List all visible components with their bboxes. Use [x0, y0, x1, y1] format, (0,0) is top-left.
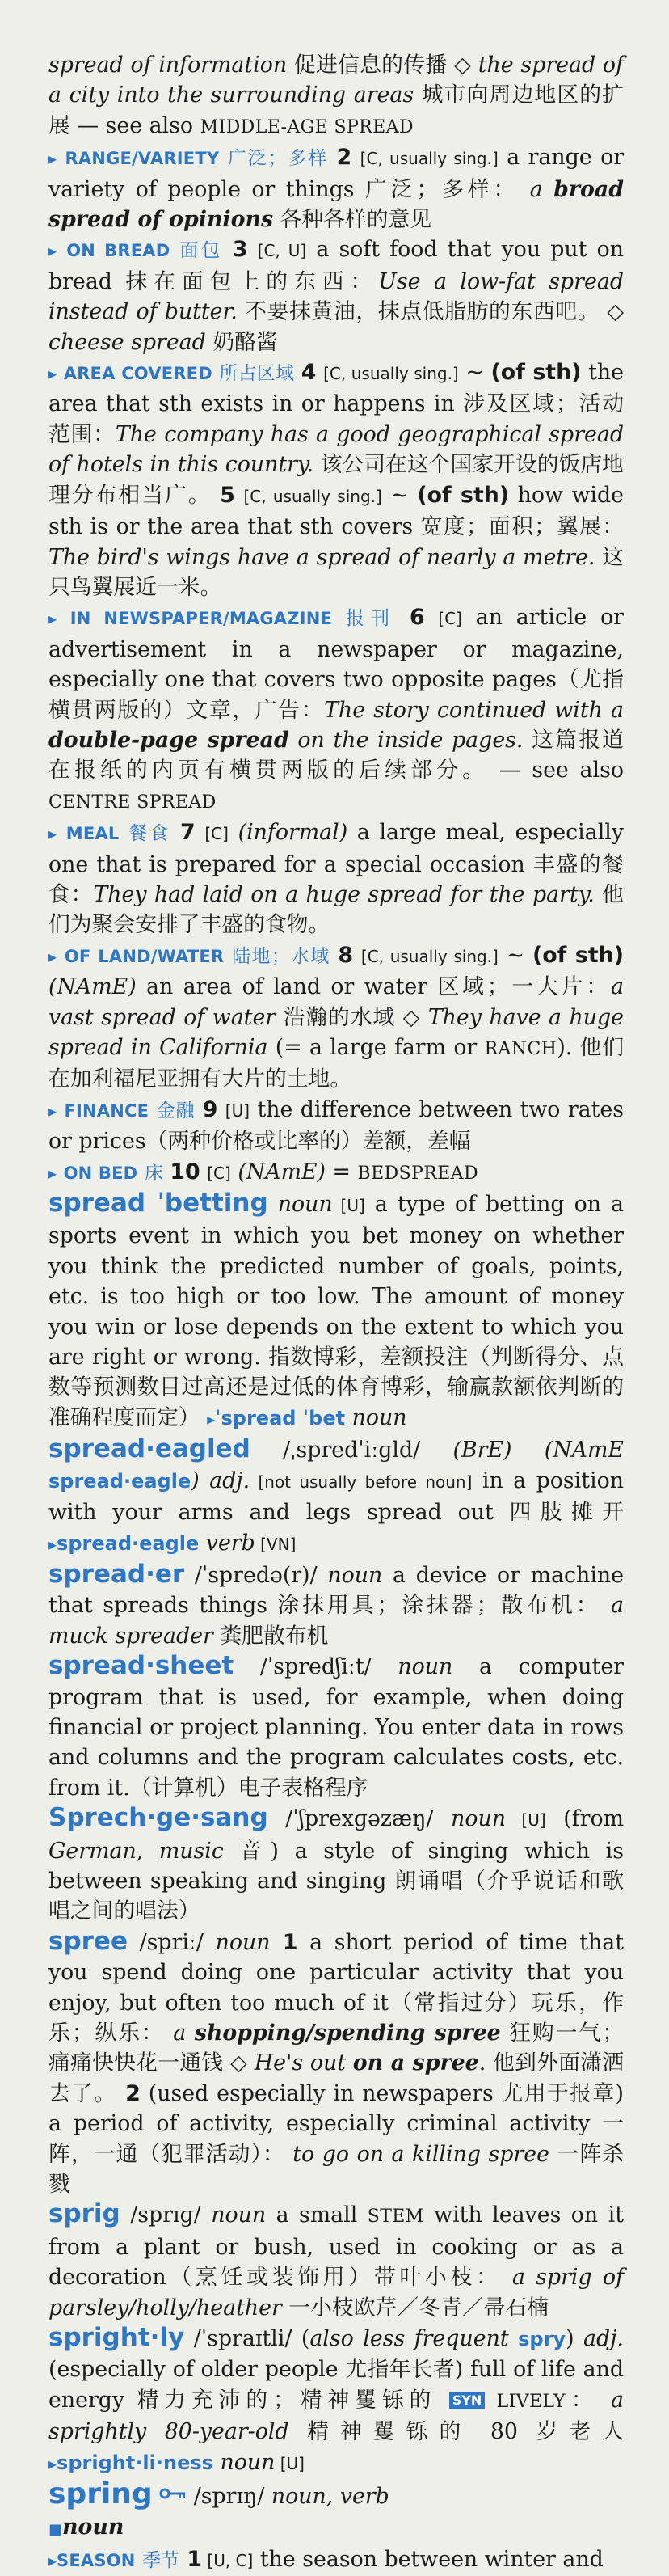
definition: (used especially in newspapers 尤用于报章) a period of activity, especially criminal activity 一阵，一通（犯罪活动）： [48, 2080, 624, 2167]
sense-arrow-icon: ▸ [48, 1100, 57, 1121]
see-also-label: — see also [77, 112, 200, 138]
part-of-speech: noun [451, 1806, 506, 1832]
part-of-speech: noun [398, 1654, 453, 1680]
entry-spread-betting [48, 1189, 624, 1434]
headword: spright·ly [48, 2323, 185, 2353]
origin: (from [545, 1806, 624, 1832]
headword: sprig [48, 2199, 120, 2229]
sense-tag: MEAL [65, 824, 120, 844]
entry-spree [48, 1927, 624, 2200]
definition: a computer program that is used, for example, when doing financial or project planning. You enter data in rows and columns and the program calculates costs, etc. from it.（计算机）电子表格程序 [48, 1654, 624, 1801]
definition: (especially of older people 尤指年长者) full of life and energy 精力充沛的；精神矍铄的 [48, 2357, 624, 2413]
collocation: shopping/spending spree [194, 2021, 501, 2046]
example-text: a sprightly 80-year-old [48, 2387, 624, 2445]
origin: 音) [223, 1838, 279, 1864]
sense-season [48, 2544, 624, 2576]
example-text: cheese spread [48, 329, 206, 355]
cross-reference-link[interactable]: BEDSPREAD [357, 1163, 478, 1184]
grammar-label: [C] [207, 1163, 231, 1183]
pattern: ~ [498, 942, 532, 968]
example-text: on the inside pages. [288, 727, 524, 753]
collocation: double-page spread [48, 727, 289, 753]
gloss: (= a large farm or [267, 1035, 485, 1060]
sense-tag-zh: 报刊 [345, 608, 397, 630]
sense-tag-zh: 餐食 [128, 823, 171, 845]
sense-tag-zh: 陆地；水域 [232, 945, 330, 967]
grammar-label: [U] [225, 1100, 250, 1121]
definition: a type of betting on a sports event in which you bet money on whether you think the predicted number of goals, points, etc. is too high or too low. The amount of money you win or lose depends on the extent to which you are right or wrong. 指数博彩，差额投注（判断得分、点数等预测数目过高还是过低的体育博彩，输赢款额依判断的准确程度而定） [48, 1192, 624, 1430]
example-translation: . 他到外面潇洒去了。 [48, 2050, 624, 2106]
variant-note: ( [301, 2326, 310, 2352]
example-text: He's out [254, 2050, 353, 2076]
example-text: a [164, 2021, 195, 2046]
headword: spree [48, 1926, 128, 1956]
part-of-speech: noun, verb [271, 2484, 389, 2510]
example-translation: 一小枝欧芹／冬青／帚石楠 [281, 2295, 549, 2321]
sense-arrow-icon: ▸ [48, 149, 57, 169]
sense-tag-zh: 金融 [156, 1100, 196, 1121]
example-translation: 浩瀚的水域 ◇ [276, 1004, 428, 1030]
part-of-speech: noun [215, 1929, 271, 1955]
sense-number: 5 [220, 482, 235, 508]
cross-reference-link[interactable]: MIDDLE-AGE SPREAD [200, 116, 414, 137]
definition: the difference between two rates or prices（两种价格或比率的）差额，差幅 [48, 1096, 624, 1155]
example-translation: 不要抹黄油，抹点低脂肪的东西吧。 ◇ [237, 299, 624, 325]
headword: spread·eagled [48, 1434, 250, 1464]
example-text: spread of information [48, 53, 288, 78]
example-translation: 精神矍铄的 80 岁老人 [288, 2419, 624, 2445]
sense-number: 2 [116, 2080, 141, 2106]
definition: an article or advertisement in a newspaper or magazine, especially one that covers two opposite pages（尤指横贯两版的）文章，广告： [48, 605, 624, 723]
grammar-label: [C, usually sing.] [323, 364, 459, 384]
headword: spread·sheet [48, 1651, 234, 1681]
pos-section-label: noun [62, 2514, 124, 2540]
part-of-speech: noun [277, 1192, 333, 1218]
part-of-speech: noun [211, 2202, 267, 2228]
example-text: They have a huge spread in California [48, 1004, 624, 1060]
sense-tag: SEASON [57, 2550, 136, 2570]
definition: a small [266, 2202, 368, 2228]
entry-sprechgesang [48, 1803, 624, 1927]
grammar-label: [U] [506, 1810, 546, 1831]
sense-number: 1 [179, 2546, 203, 2572]
pronunciation: /ˈspraɪtli/ [184, 2326, 301, 2352]
example-translation: 粪肥散布机 [212, 1623, 329, 1649]
example-text: The bird's wings have a spread of nearly a metre. [48, 544, 595, 570]
definition: ： [565, 2387, 599, 2413]
part-of-speech: noun [345, 1404, 407, 1430]
sense-number: 7 [180, 820, 196, 846]
pronunciation: /ˈʃprexɡəzæŋ/ [267, 1806, 452, 1832]
example-translation: 他们为聚会安排了丰盛的食物。 [48, 881, 624, 938]
sense-arrow-icon: ▸ [48, 241, 57, 261]
derivative-arrow-icon: ▸ [48, 2453, 57, 2473]
example-text: a muck spreader [48, 1593, 625, 1649]
sense-number: 8 [338, 942, 354, 968]
sense-tag-zh: 面包 [179, 240, 223, 262]
sense-finance [48, 1095, 624, 1157]
collocation: broad spread of opinions [48, 176, 624, 233]
definition: a style of singing which is between speaking and singing 朗诵唱（介乎说话和歌唱之间的唱法） [48, 1838, 624, 1924]
register-label: ) [191, 1467, 210, 1493]
example-text: a vast spread of water [48, 974, 624, 1030]
sense-number: 2 [336, 145, 352, 171]
derivative-arrow-icon: ▸ [48, 1534, 57, 1554]
cross-reference-link[interactable]: RANCH [484, 1039, 558, 1059]
sense-arrow-icon: ▸ [48, 1163, 57, 1183]
grammar-label: [C, usually sing.] [243, 486, 382, 506]
example-text: to go on a killing spree [284, 2141, 549, 2167]
definition: an area of land or water 区域；一大片： [136, 974, 612, 1000]
register-label: (BrE) [452, 1438, 512, 1463]
part-of-speech: adj. [583, 2326, 624, 2352]
sense-tag: FINANCE [64, 1100, 149, 1121]
pattern-bold: (of sth) [417, 482, 510, 508]
sense-number: 4 [301, 360, 317, 386]
example-translation: 奶酪酱 [205, 329, 278, 355]
example-translation: 促进信息的传播 ◇ [287, 53, 478, 78]
see-also-label: — see also [488, 758, 624, 783]
example-text: The story continued with a [324, 697, 624, 723]
cross-reference-link[interactable]: STEM [367, 2206, 424, 2228]
entry-sprightly [48, 2323, 624, 2479]
definition: in a position with your arms and legs spread out 四肢摊开 [48, 1467, 624, 1526]
sense-land-water [48, 940, 624, 1095]
sense-tag: ON BREAD [66, 241, 170, 261]
register-label: (informal) [238, 820, 348, 846]
entry-spreadsheet [48, 1651, 624, 1803]
sense-arrow-icon: ▸ [48, 609, 57, 629]
definition: a range or variety of people or things 广泛；多样： [48, 145, 625, 202]
sense-arrow-icon: ▸ [48, 364, 57, 384]
sense-tag: AREA COVERED [63, 364, 212, 384]
origin: , [136, 1838, 159, 1864]
entry-spring [48, 2479, 624, 2576]
example-translation: 一阵杀戮 [48, 2141, 624, 2198]
definition: how wide sth is or the area that sth covers 宽度；面积；翼展： [48, 482, 624, 540]
grammar-label: [C, usually sing.] [360, 149, 499, 169]
sense-number: 6 [410, 605, 425, 631]
headword: spread ˈbetting [48, 1189, 268, 1218]
example-text: a sprig of parsley/holly/heather [48, 2265, 624, 2321]
sense-arrow-icon: ▸ [48, 824, 57, 844]
sense-newspaper [48, 602, 624, 817]
example-translation: 狂购一气；痛痛快快花一通钱 ◇ [48, 2021, 625, 2076]
part-of-speech: noun [212, 2449, 276, 2475]
pattern-bold: (of sth) [532, 942, 624, 968]
grammar-label: [C] [438, 609, 462, 629]
sense-number: 10 [170, 1159, 200, 1185]
variant-note: ) [566, 2326, 584, 2352]
grammar-label: [C] [204, 824, 229, 844]
pronunciation: /sprɪɡ/ [120, 2202, 212, 2228]
collocation: on a spree [352, 2050, 479, 2076]
subject-label: music [158, 1838, 224, 1864]
definition: a short period of time that you spend doing one particular activity that you enjoy, but often too much of it（常指过分）玩乐，作乐；纵乐： [48, 1929, 624, 2046]
derivative: spright·li·ness [57, 2451, 213, 2474]
example-translation: 这只鸟翼展近一米。 [48, 544, 624, 600]
variant-note: less frequent [353, 2326, 519, 2352]
definition: the season between winter and [253, 2546, 604, 2572]
synonym-badge: SYN [449, 2392, 486, 2409]
grammar-label: [C, U] [257, 241, 307, 261]
sense-range-variety [48, 142, 624, 234]
definition: = [326, 1159, 358, 1185]
variant-note: also [309, 2326, 354, 2352]
example-text: the spread of a city into the surrounding areas [48, 53, 624, 108]
entry-spreader [48, 1560, 624, 1651]
definition: the area that sth exists in or happens in 涉及区域；活动范围： [48, 360, 624, 447]
example-text: They had laid on a huge spread for the party. [93, 881, 595, 907]
derivative: ˈspread ˈbet [215, 1406, 346, 1429]
sense-tag: ON BED [63, 1163, 138, 1183]
example-translation: 各种各样的意见 [273, 207, 432, 233]
pattern-bold: (of sth) [490, 360, 582, 386]
sense-tag-zh: 季节 [142, 2549, 180, 2571]
definition: a soft food that you put on bread 抹在面包上的东西： [48, 237, 624, 294]
dictionary-column [48, 50, 624, 2576]
register-label: (NAmE [511, 1438, 624, 1463]
headword: spring [48, 2477, 153, 2511]
sense-on-bread [48, 234, 624, 357]
example-text: The company has a good geographical spread of hotels in this country. [48, 421, 624, 478]
cross-reference-link[interactable]: CENTRE SPREAD [48, 792, 217, 813]
cross-reference-link[interactable]: LIVELY [485, 2391, 566, 2412]
derivative: spread·eagle [57, 1531, 200, 1555]
part-of-speech: adj. [209, 1467, 250, 1493]
grammar-label: [not usually before noun] [250, 1472, 473, 1492]
sense-tag-zh: 床 [144, 1162, 163, 1184]
pos-section [48, 2512, 624, 2544]
sense-tag: OF LAND/WATER [64, 946, 225, 966]
example-translation: ). 他们在加利福尼亚拥有大片的土地。 [48, 1035, 624, 1092]
pattern: ~ [381, 482, 418, 508]
grammar-label: [U] [332, 1196, 365, 1216]
sense-number: 9 [202, 1096, 218, 1122]
sense-meal [48, 817, 624, 940]
derivative-arrow-icon: ▸ [207, 1408, 216, 1429]
pronunciation: /sprɪŋ/ [187, 2484, 271, 2510]
definition: a device or machine that spreads things 涂抹用具；涂抹器；散布机： [48, 1562, 625, 1619]
sense-on-bed [48, 1157, 624, 1189]
sense-area-covered [48, 357, 624, 602]
pronunciation: /ˈspredə(r)/ [184, 1562, 328, 1588]
entry-sprig [48, 2199, 624, 2323]
grammar-label: [VN] [255, 1534, 297, 1554]
origin-language: German [48, 1838, 137, 1864]
variant-headword: spread·eagle [48, 1469, 191, 1493]
definition: with leaves on it from a plant or bush, used in cooking or as a decoration（烹饪或装饰用）带叶小枝： [48, 2202, 624, 2291]
pronunciation: /ˈspredʃiːt/ [234, 1654, 398, 1680]
grammar-label: [U] [275, 2453, 305, 2473]
grammar-label: [U, C] [202, 2550, 254, 2570]
example-translation: 城市向周边地区的扩展 [48, 82, 624, 138]
pattern: ~ [458, 360, 491, 386]
example-translation: 这篇报道在报纸的内页有横贯两版的后续部分。 [48, 727, 624, 783]
sense-tag: RANGE/VARIETY [65, 149, 220, 169]
entry-spread-eagled [48, 1434, 624, 1560]
sense-tag: IN NEWSPAPER/MAGAZINE [69, 609, 333, 629]
pronunciation: /spriː/ [127, 1929, 216, 1955]
sense-tag-zh: 所占区域 [219, 363, 295, 385]
example-text: Use a low-fat spread instead of butter. [48, 268, 624, 325]
part-of-speech: verb [199, 1530, 255, 1556]
register-label: (NAmE) [238, 1159, 326, 1185]
sense-intro [48, 50, 624, 142]
variant-headword: spry [518, 2328, 566, 2351]
key-icon [159, 2485, 187, 2502]
section-square-icon: ■ [48, 2520, 63, 2538]
register-label: (NAmE) [48, 974, 137, 1000]
grammar-label: [C, usually sing.] [360, 946, 499, 966]
sense-number: 1 [270, 1929, 298, 1955]
example-text: a [519, 176, 554, 202]
sense-number: 3 [232, 237, 248, 263]
example-translation: 该公司在这个国家开设的饭店地理分布相当广。 [48, 452, 624, 508]
sense-arrow-icon: ▸ [48, 946, 57, 966]
sense-arrow-icon: ▸ [48, 2550, 57, 2570]
definition: a large meal, especially one that is prepared for a special occasion 丰盛的餐食： [48, 820, 624, 907]
part-of-speech: noun [327, 1562, 383, 1588]
headword: Sprech·ge·sang [48, 1803, 268, 1833]
pronunciation: /ˌspredˈiːɡld/ [250, 1438, 453, 1463]
headword: spread·er [48, 1559, 185, 1589]
sense-tag-zh: 广泛；多样 [227, 148, 329, 170]
